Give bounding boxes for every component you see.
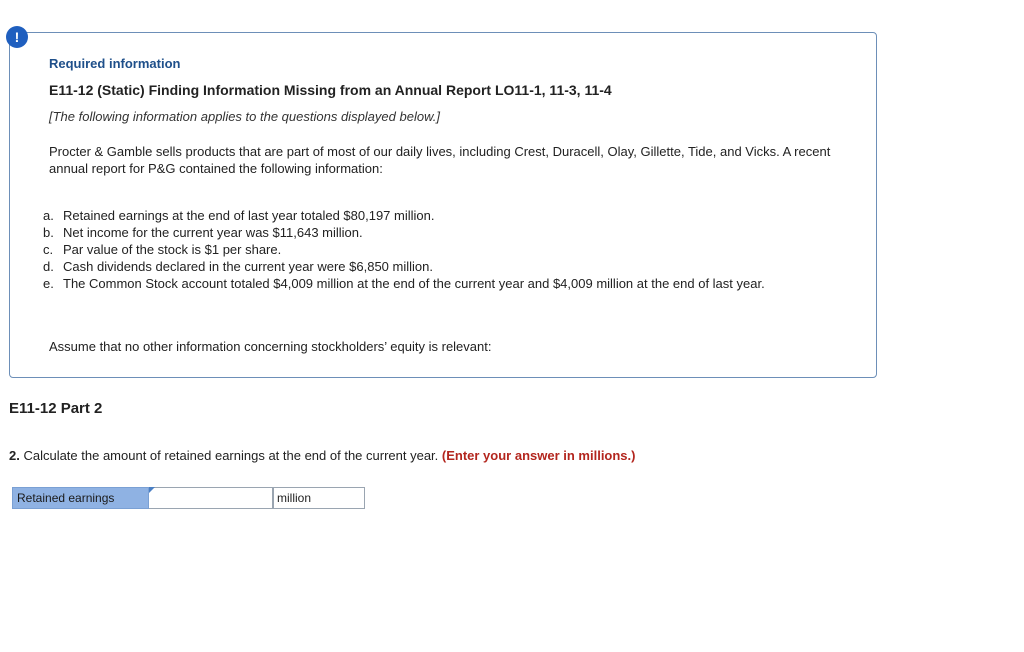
question-instruction: (Enter your answer in millions.) — [441, 448, 636, 463]
fact-letter: e. — [43, 276, 54, 291]
fact-letter: c. — [43, 242, 54, 257]
intro-paragraph: Procter & Gamble sells products that are part of most of our daily lives, including Crest, Duracell, Olay, Gillette, Tide, and Vicks. A recent annual report for P&G contained the following information: — [49, 144, 831, 176]
list-item — [43, 224, 843, 241]
list-item — [43, 207, 843, 224]
fact-letter: a. — [43, 208, 54, 223]
fact-text: Net income for the current year was $11,643 million. — [63, 225, 363, 240]
list-item — [43, 275, 843, 292]
unit-label: million — [273, 487, 365, 509]
retained-earnings-label: Retained earnings — [12, 487, 149, 509]
list-item — [43, 258, 843, 275]
retained-earnings-input[interactable] — [149, 487, 273, 509]
question-number: 2. — [9, 448, 20, 463]
facts-list — [43, 207, 843, 292]
question-text — [9, 448, 635, 463]
fact-letter: d. — [43, 259, 54, 274]
input-marker-icon — [149, 487, 155, 493]
assumption-text: Assume that no other information concerning stockholders’ equity is relevant: — [49, 339, 492, 354]
answer-input-wrap — [149, 487, 273, 509]
fact-letter: b. — [43, 225, 54, 240]
fact-text: The Common Stock account totaled $4,009 million at the end of the current year and $4,009 million at the end of last year. — [63, 276, 765, 291]
fact-text: Cash dividends declared in the current year were $6,850 million. — [63, 259, 433, 274]
exclamation-icon: ! — [6, 26, 28, 48]
fact-text: Retained earnings at the end of last year totaled $80,197 million. — [63, 208, 435, 223]
list-item — [43, 241, 843, 258]
question-body: Calculate the amount of retained earnings at the end of the current year. — [19, 448, 442, 463]
required-information-heading: Required information — [49, 56, 181, 71]
answer-row — [12, 487, 365, 509]
applies-note: [The following information applies to the questions displayed below.] — [49, 109, 440, 124]
fact-text: Par value of the stock is $1 per share. — [63, 242, 282, 257]
part-heading: E11-12 Part 2 — [9, 400, 103, 417]
problem-title: E11-12 (Static) Finding Information Missing from an Annual Report LO11-1, 11-3, 11-4 — [49, 82, 612, 98]
